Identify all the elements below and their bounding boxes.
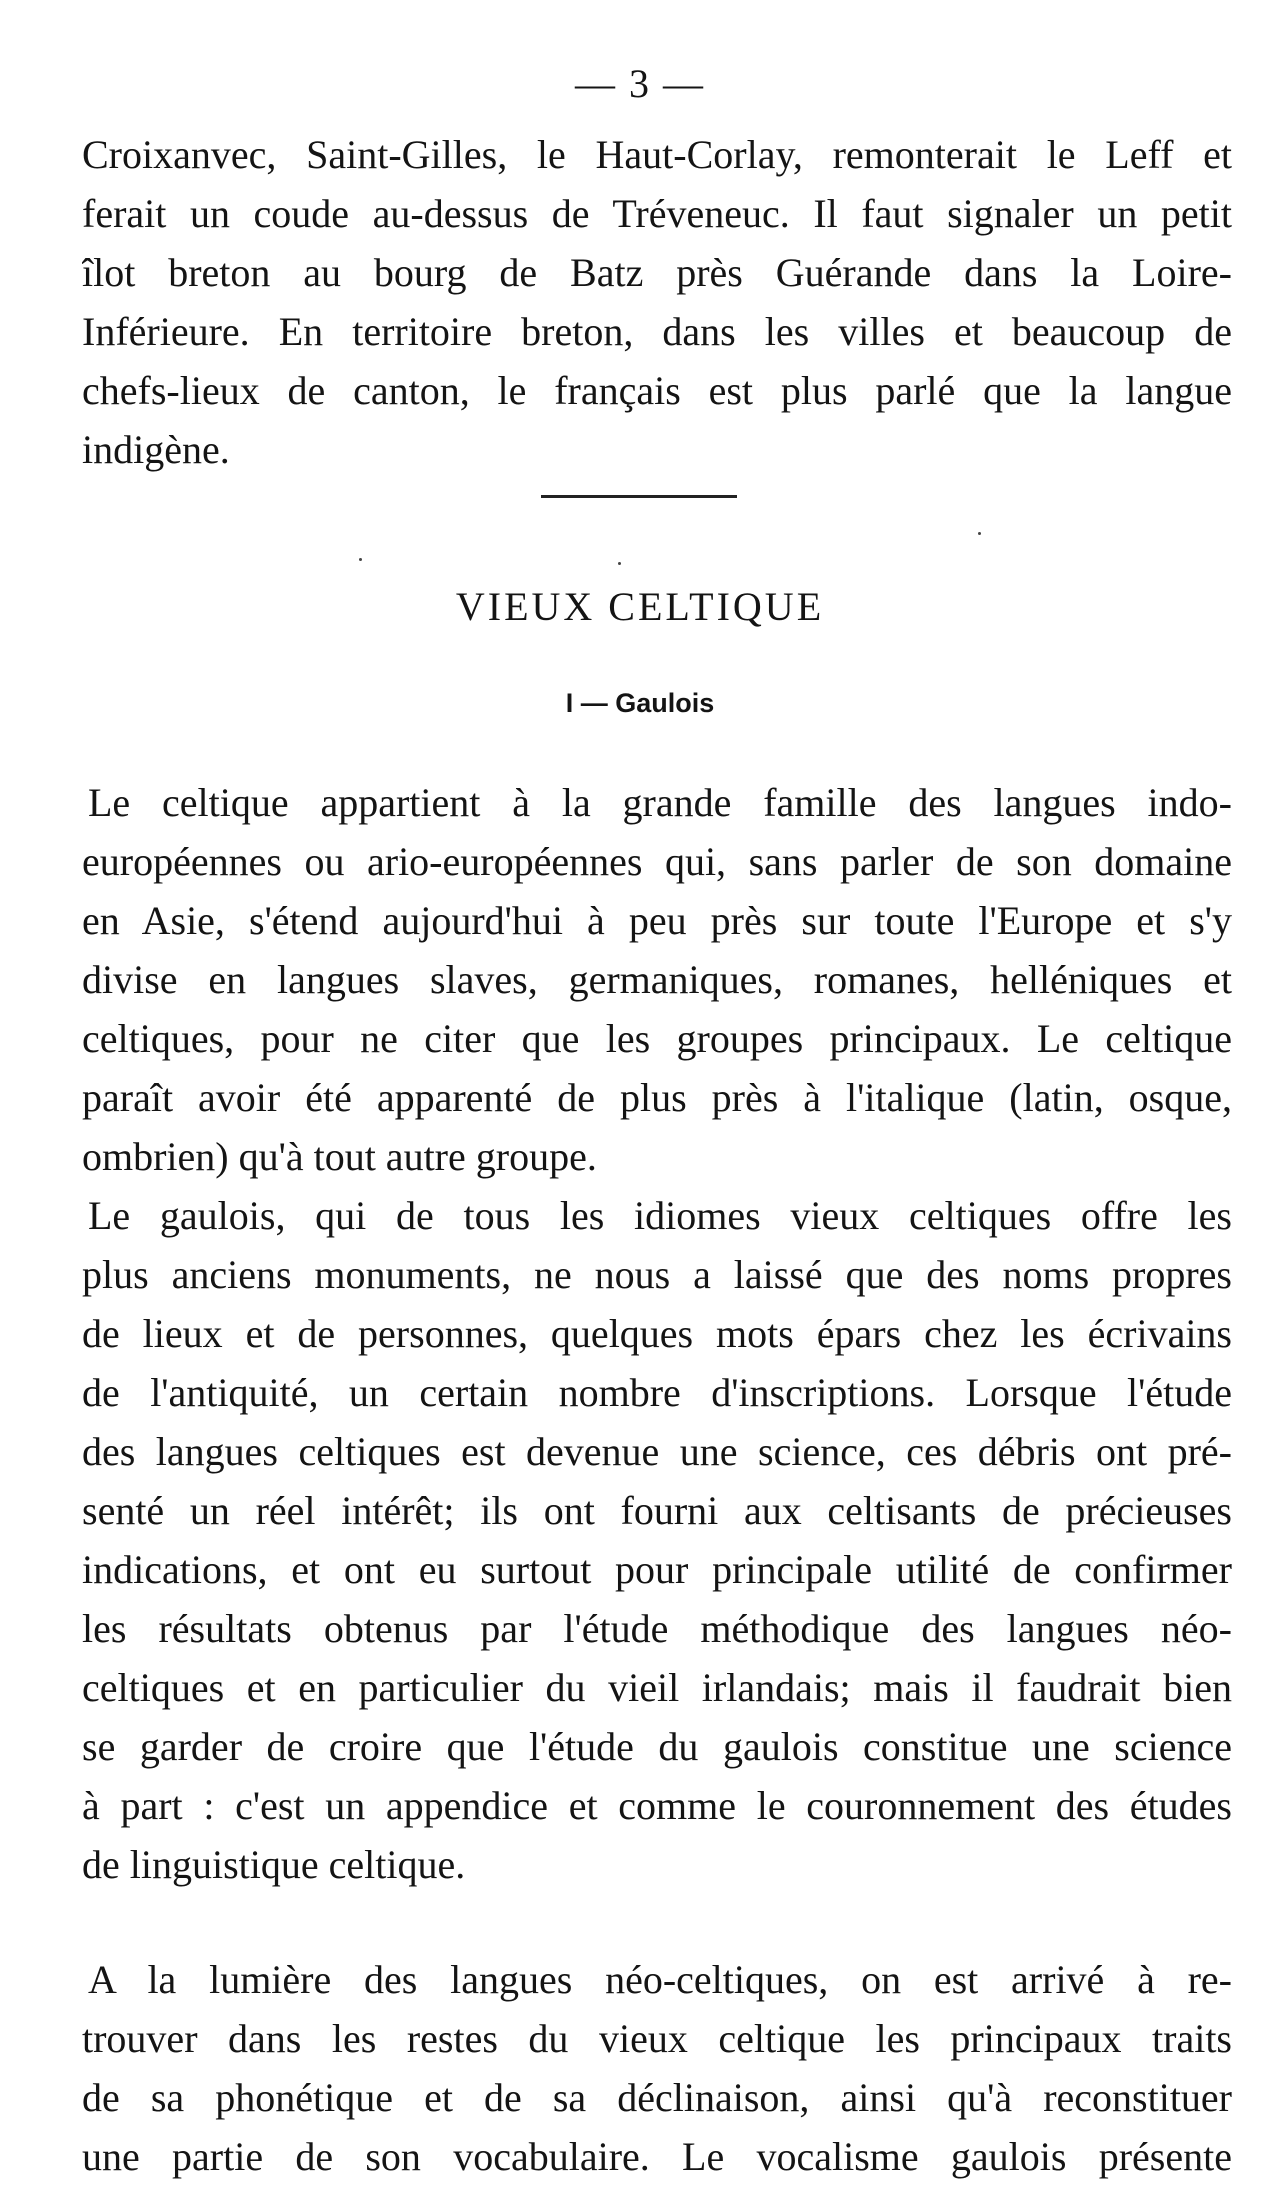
text-line: en Asie, s'étend aujourd'hui à peu près sur toute l'Europe et s'y xyxy=(82,898,1232,943)
print-speck xyxy=(978,532,981,535)
text-line: de linguistique celtique. xyxy=(82,1842,466,1887)
print-speck xyxy=(618,562,621,565)
text-line: divise en langues slaves, germaniques, romanes, helléniques et xyxy=(82,957,1232,1002)
paragraph-4 xyxy=(82,1950,1232,2186)
text-line: trouver dans les restes du vieux celtique les principaux traits xyxy=(82,2016,1232,2061)
subsection-title: I — Gaulois xyxy=(565,688,715,718)
text-line: une partie de son vocabulaire. Le vocalisme gaulois présente xyxy=(82,2134,1232,2179)
text-line: indications, et ont eu surtout pour principale utilité de confirmer xyxy=(82,1547,1232,1592)
text-line: A la lumière des langues néo-celtiques, on est arrivé à re- xyxy=(88,1957,1232,2002)
text-line: se garder de croire que l'étude du gaulois constitue une science xyxy=(82,1724,1232,1769)
section-divider xyxy=(541,495,737,498)
text-line: les résultats obtenus par l'étude méthodique des langues néo- xyxy=(82,1606,1232,1651)
text-line: Croixanvec, Saint-Gilles, le Haut-Corlay, remonterait le Leff et xyxy=(82,132,1232,177)
text-line: paraît avoir été apparenté de plus près à l'italique (latin, osque, xyxy=(82,1075,1232,1120)
text-line: senté un réel intérêt; ils ont fourni aux celtisants de précieuses xyxy=(82,1488,1232,1533)
paragraph-1 xyxy=(82,125,1232,479)
paragraph-3 xyxy=(82,1186,1232,1894)
text-line: plus anciens monuments, ne nous a laissé que des noms propres xyxy=(82,1252,1232,1297)
text-line: chefs-lieux de canton, le français est plus parlé que la langue xyxy=(82,368,1232,413)
text-line: îlot breton au bourg de Batz près Guérande dans la Loire- xyxy=(82,250,1232,295)
print-speck xyxy=(359,558,362,561)
text-line: à part : c'est un appendice et comme le couronnement des études xyxy=(82,1783,1232,1828)
text-line: de lieux et de personnes, quelques mots épars chez les écrivains xyxy=(82,1311,1232,1356)
text-line: européennes ou ario-européennes qui, sans parler de son domaine xyxy=(82,839,1232,884)
text-line: celtiques, pour ne citer que les groupes principaux. Le celtique xyxy=(82,1016,1232,1061)
text-line: ferait un coude au-dessus de Tréveneuc. Il faut signaler un petit xyxy=(82,191,1232,236)
paragraph-2 xyxy=(82,773,1232,1186)
text-line: Le gaulois, qui de tous les idiomes vieux celtiques offre les xyxy=(88,1193,1232,1238)
text-line: celtiques et en particulier du vieil irlandais; mais il faudrait bien xyxy=(82,1665,1232,1710)
text-line: des langues celtiques est devenue une science, ces débris ont pré- xyxy=(82,1429,1232,1474)
text-line: de l'antiquité, un certain nombre d'inscriptions. Lorsque l'étude xyxy=(82,1370,1232,1415)
text-line: Inférieure. En territoire breton, dans les villes et beaucoup de xyxy=(82,309,1232,354)
text-line: Le celtique appartient à la grande famille des langues indo- xyxy=(88,780,1232,825)
section-title: VIEUX CELTIQUE xyxy=(455,584,825,629)
text-line: indigène. xyxy=(82,427,230,472)
text-line: ombrien) qu'à tout autre groupe. xyxy=(82,1134,597,1179)
text-line: de sa phonétique et de sa déclinaison, ainsi qu'à reconstituer xyxy=(82,2075,1232,2120)
page-number: — 3 — xyxy=(575,61,705,106)
